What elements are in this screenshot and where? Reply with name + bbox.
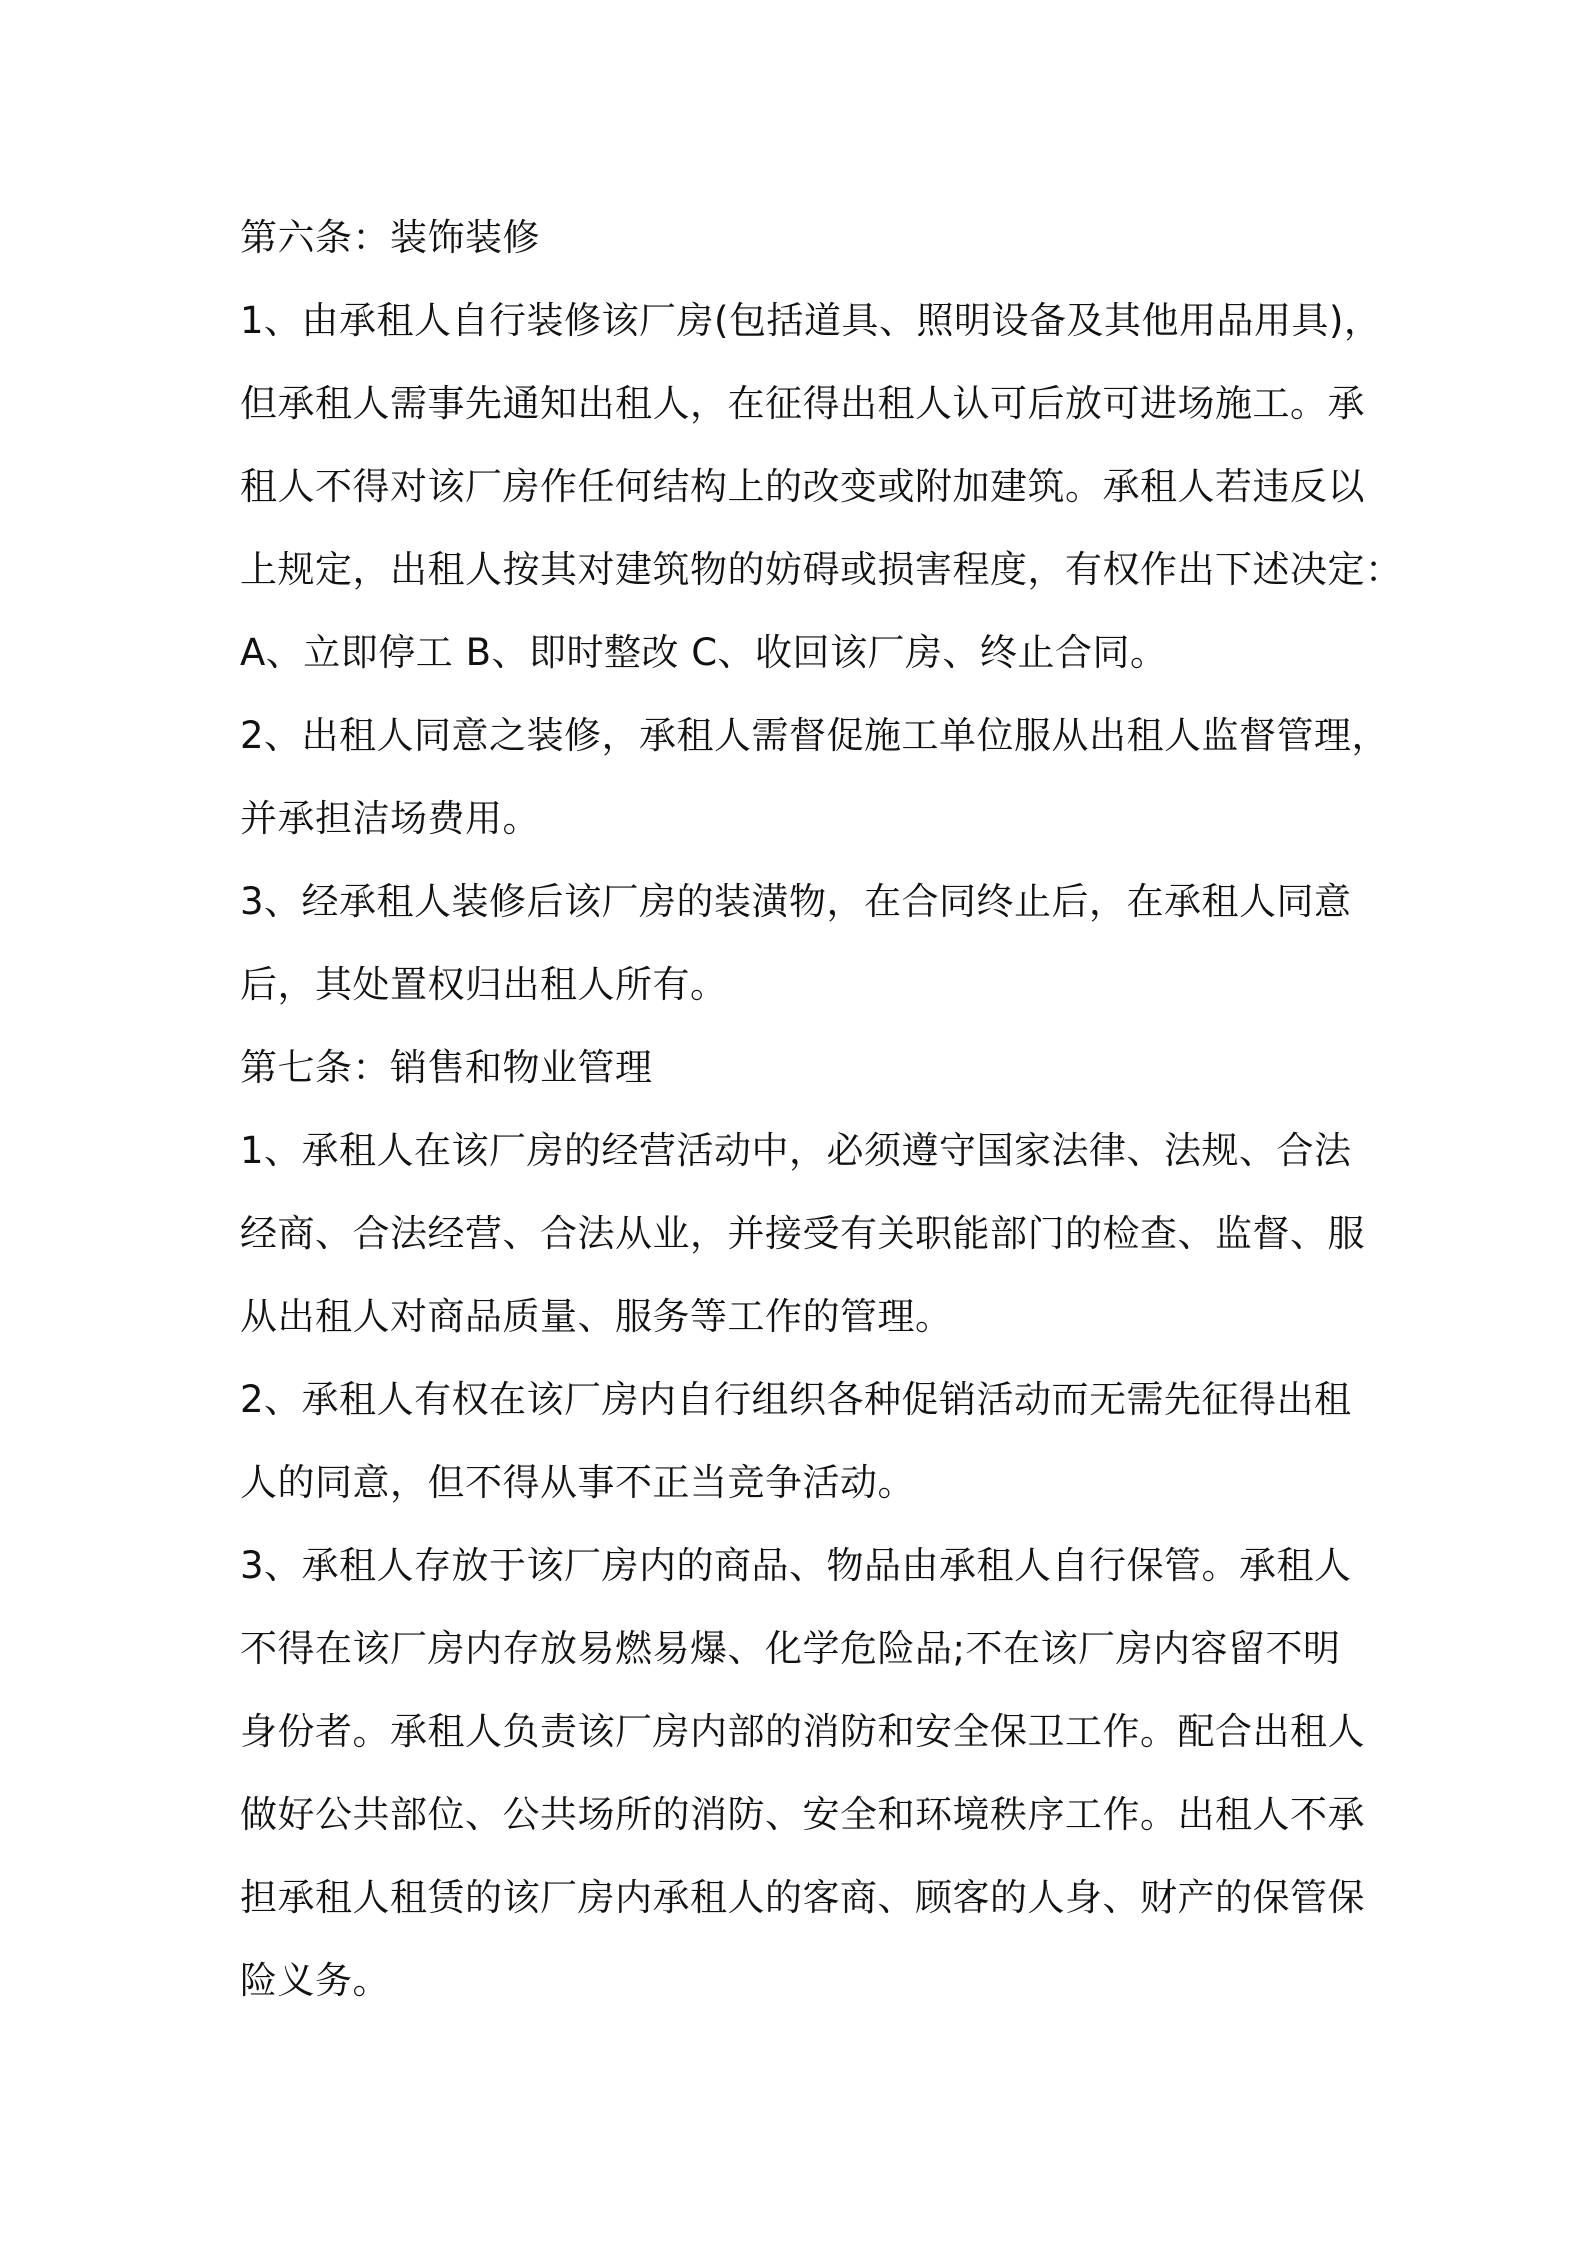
section-heading-6: 第六条：装饰装修: [240, 216, 540, 259]
text-line: 但承租人需事先通知出租人，在征得出租人认可后放可进场施工。承: [240, 382, 1365, 425]
text-line: 2、承租人有权在该厂房内自行组织各种促销活动而无需先征得出租: [240, 1378, 1352, 1421]
text-line: 上规定，出租人按其对建筑物的妨碍或损害程度，有权作出下述决定：: [240, 548, 1403, 591]
text-line: 3、经承租人装修后该厂房的装潢物，在合同终止后，在承租人同意: [240, 880, 1352, 923]
text-line: 租人不得对该厂房作任何结构上的改变或附加建筑。承租人若违反以: [240, 465, 1365, 508]
text-line: A、立即停工 B、即时整改 C、收回该厂房、终止合同。: [240, 631, 1168, 674]
text-line: 身份者。承租人负责该厂房内部的消防和安全保卫工作。配合出租人: [240, 1710, 1365, 1753]
text-line: 从出租人对商品质量、服务等工作的管理。: [240, 1295, 953, 1338]
text-line: 做好公共部位、公共场所的消防、安全和环境秩序工作。出租人不承: [240, 1793, 1365, 1836]
section-heading-7: 第七条：销售和物业管理: [240, 1046, 653, 1089]
text-line: 并承担洁场费用。: [240, 797, 540, 840]
text-line: 经商、合法经营、合法从业，并接受有关职能部门的检查、监督、服: [240, 1212, 1365, 1255]
text-line: 2、出租人同意之装修，承租人需督促施工单位服从出租人监督管理，: [240, 714, 1390, 757]
text-line: 人的同意，但不得从事不正当竞争活动。: [240, 1461, 915, 1504]
text-line: 1、由承租人自行装修该厂房(包括道具、照明设备及其他用品用具)，: [240, 299, 1382, 342]
text-line: 3、承租人存放于该厂房内的商品、物品由承租人自行保管。承租人: [240, 1544, 1352, 1587]
document-body: [240, 196, 1403, 2022]
text-line: 后，其处置权归出租人所有。: [240, 963, 728, 1006]
text-line: 1、承租人在该厂房的经营活动中，必须遵守国家法律、法规、合法: [240, 1129, 1352, 1172]
text-line: 险义务。: [240, 1959, 390, 2002]
text-line: 担承租人租赁的该厂房内承租人的客商、顾客的人身、财产的保管保: [240, 1876, 1365, 1919]
text-line: 不得在该厂房内存放易燃易爆、化学危险品;不在该厂房内容留不明: [240, 1627, 1341, 1670]
